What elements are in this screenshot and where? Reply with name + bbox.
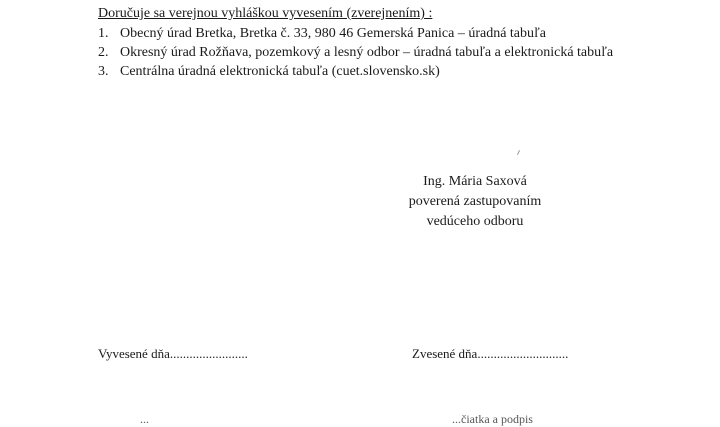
delivery-heading: Doručuje sa verejnou vyhláškou vyvesením (zverejnením) : [98, 6, 433, 21]
list-item [98, 43, 613, 62]
removed-field [412, 346, 568, 362]
signatory-role-line1: poverená zastupovaním [408, 194, 542, 209]
posted-dots: ........................ [169, 346, 248, 361]
list-item-text: Centrálna úradná elektronická tabuľa (cuet.slovensko.sk) [120, 64, 440, 79]
footer-fragment-left: ... [140, 412, 149, 426]
delivery-list [98, 24, 613, 81]
list-item [98, 62, 613, 81]
removed-label: Zvesené dňa [412, 346, 478, 361]
signatory-role-line2: vedúceho odboru [426, 214, 524, 229]
list-item-number: 3. [98, 64, 109, 79]
list-item-number: 1. [98, 26, 109, 41]
removed-dots: ............................ [477, 346, 569, 361]
signatory-name: Ing. Mária Saxová [423, 174, 527, 189]
list-item-text: Obecný úrad Bretka, Bretka č. 33, 980 46 Gemerská Panica – úradná tabuľa [120, 26, 546, 41]
scan-mark [517, 150, 520, 155]
footer-fragment-right: ...čiatka a podpis [452, 412, 533, 426]
signature-block [380, 172, 570, 232]
posted-field [98, 346, 248, 362]
list-item [98, 24, 613, 43]
posted-label: Vyvesené dňa [98, 346, 170, 361]
list-item-number: 2. [98, 45, 109, 60]
list-item-text: Okresný úrad Rožňava, pozemkový a lesný odbor – úradná tabuľa a elektronická tabuľa [120, 45, 614, 60]
